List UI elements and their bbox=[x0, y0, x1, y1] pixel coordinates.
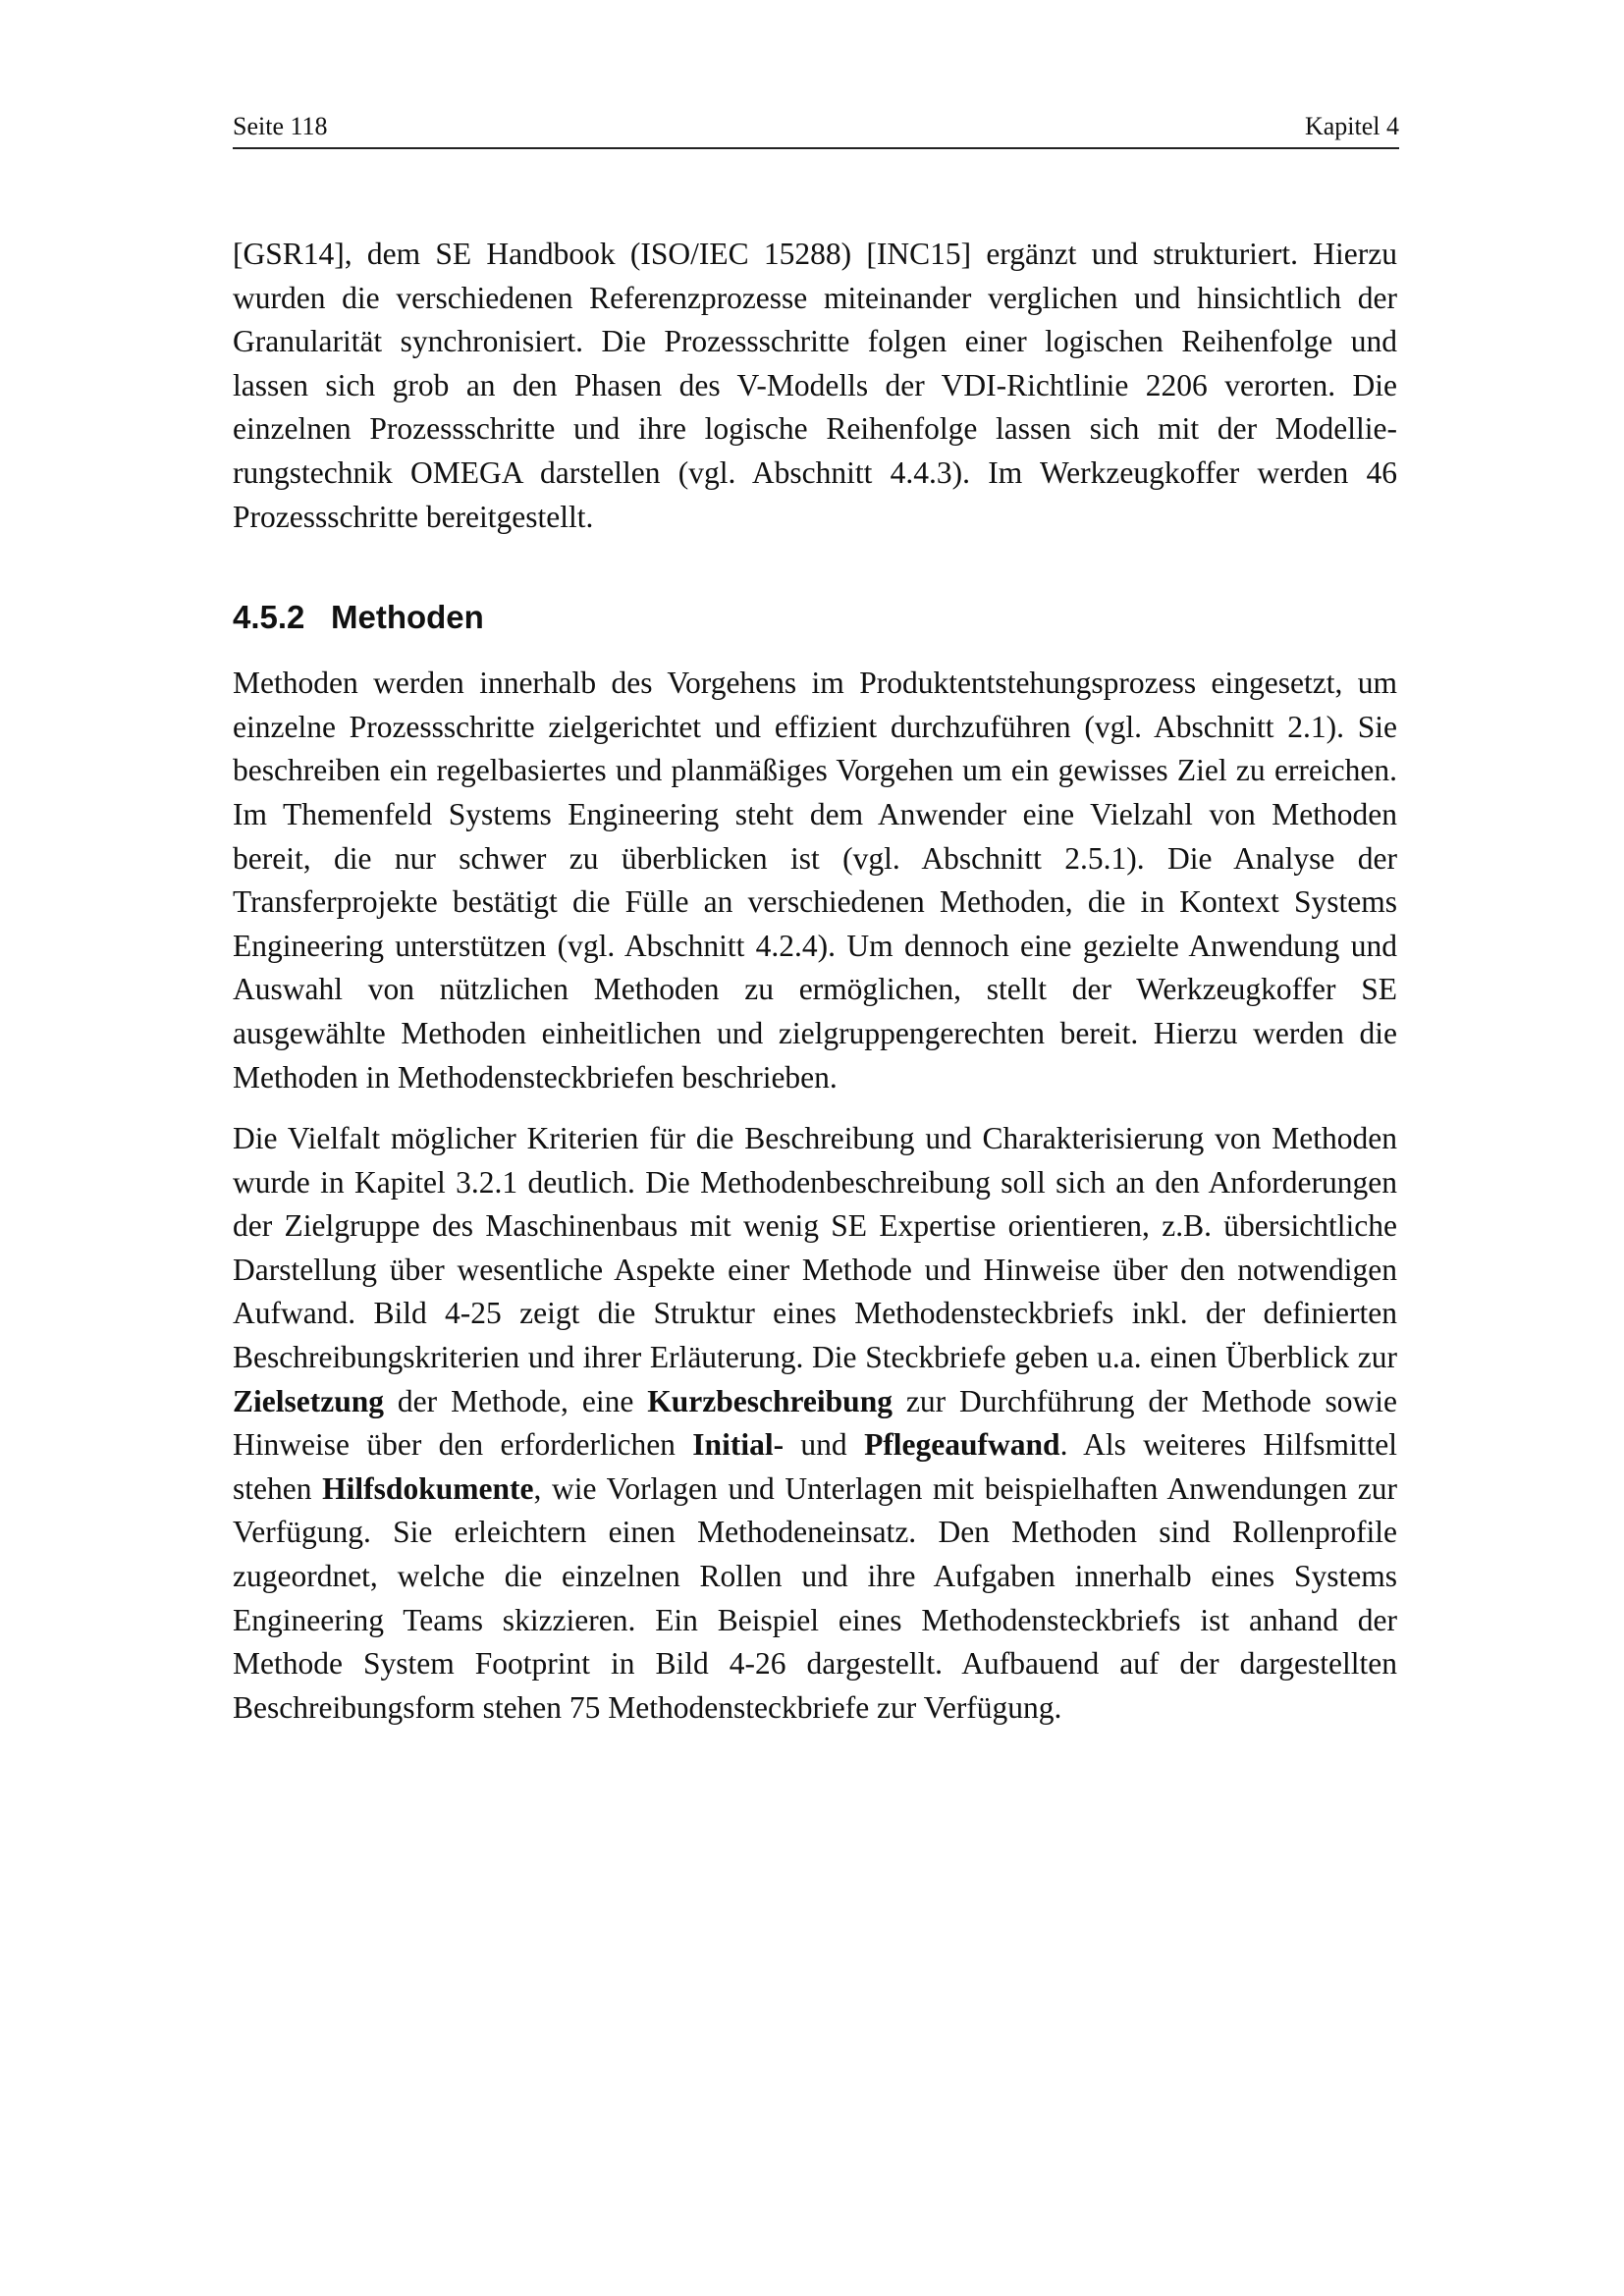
text-run: , wie Vorlagen und Unterlagen mit beispielhaften Anwendungen zur Verfügung. Sie erleichtern einen Methodeneinsatz. Den Methoden sind Rollenprofile zugeordnet, welche die einzelnen Rollen und ihre Aufgaben innerhalb eines Systems Engineering Teams skizzieren. Ein Beispiel eines Methodensteckbriefs ist anhand der Methode System Footprint in Bild 4-26 dargestellt. Aufbauend auf der dargestellten Beschreibungsform stehen 75 Methodensteckbriefe zur Verfügung. bbox=[233, 1470, 1397, 1725]
bold-term-kurzbeschreibung: Kurzbeschreibung bbox=[647, 1383, 893, 1418]
section-title: Methoden bbox=[331, 599, 484, 636]
running-header bbox=[233, 106, 1399, 149]
text-run: und bbox=[784, 1427, 865, 1463]
bold-term-initial: Initial- bbox=[692, 1427, 785, 1463]
chapter-label: Kapitel 4 bbox=[1304, 112, 1399, 140]
body-text bbox=[233, 233, 1397, 1730]
section-number: 4.5.2 bbox=[233, 599, 305, 636]
page-number: Seite 118 bbox=[233, 112, 328, 140]
paragraph-method-description bbox=[233, 1117, 1397, 1730]
section-heading bbox=[233, 596, 1397, 639]
paragraph-methods-intro: Methoden werden innerhalb des Vorgehens im Produktentstehungsprozess eingesetzt, um einzelne Prozessschritte zielgerichtet und effizient durchzuführen (vgl. Abschnitt 2.1). Sie beschreiben ein regelbasiertes und planmäßiges Vorgehen um ein gewisses Ziel zu erreichen. Im Themenfeld Systems Engineering steht dem Anwender eine Vielzahl von Methoden bereit, die nur schwer zu überblicken ist (vgl. Abschnitt 2.5.1). Die Analyse der Transferprojekte bestätigt die Fülle an verschiedenen Methoden, die in Kontext Systems Engineering unterstützen (vgl. Abschnitt 4.2.4). Um dennoch eine gezielte Anwendung und Auswahl von nützlichen Methoden zu ermöglichen, stellt der Werkzeugkoffer SE ausgewählte Methoden einheitlichen und zielgruppengerechten bereit. Hierzu werden die Methoden in Methodensteckbriefen beschrieben. bbox=[233, 666, 1397, 1095]
intro-paragraph: [GSR14], dem SE Handbook (ISO/IEC 15288) [INC15] ergänzt und strukturiert. Hierzu wurden die verschiedenen Referenzprozesse miteinander verglichen und hinsichtlich der Granularität synchronisiert. Die Prozessschritte folgen einer logischen Reihenfolge und lassen sich grob an den Phasen des V-Modells der VDI-Richtlinie 2206 verorten. Die einzelnen Prozessschritte und ihre logische Reihenfolge lassen sich mit der Modellierungstechnik OMEGA darstellen (vgl. Abschnitt 4.4.3). Im Werkzeugkoffer werden 46 Prozessschritte bereitgestellt. bbox=[233, 237, 1397, 534]
text-run: . Als weiteres Hilfsmittel stehen bbox=[233, 1427, 1398, 1506]
bold-term-zielsetzung: Zielsetzung bbox=[233, 1383, 384, 1418]
text-run: der Methode, eine bbox=[384, 1383, 648, 1418]
bold-term-pflegeaufwand: Pflegeaufwand bbox=[864, 1427, 1060, 1463]
bold-term-hilfsdokumente: Hilfsdokumente bbox=[322, 1470, 534, 1506]
text-run: Die Vielfalt möglicher Kriterien für die Beschreibung und Charakterisierung von Methoden wurde in Kapitel 3.2.1 deutlich. Die Methodenbeschreibung soll sich an den Anforderungen der Zielgruppe des Maschinenbaus mit wenig SE Expertise orientieren, z.B. übersichtliche Darstellung über wesentliche Aspekte einer Methode und Hinweise über den notwendigen Aufwand. Bild 4-25 zeigt die Struktur eines Methodensteckbriefs inkl. der definierten Beschreibungskriterien und ihrer Erläuterung. Die Steckbriefe geben u.a. einen Überblick zur bbox=[233, 1121, 1397, 1375]
text-run: zur Durchführung der Methode sowie Hinweise über den erforderlichen bbox=[233, 1383, 1397, 1463]
